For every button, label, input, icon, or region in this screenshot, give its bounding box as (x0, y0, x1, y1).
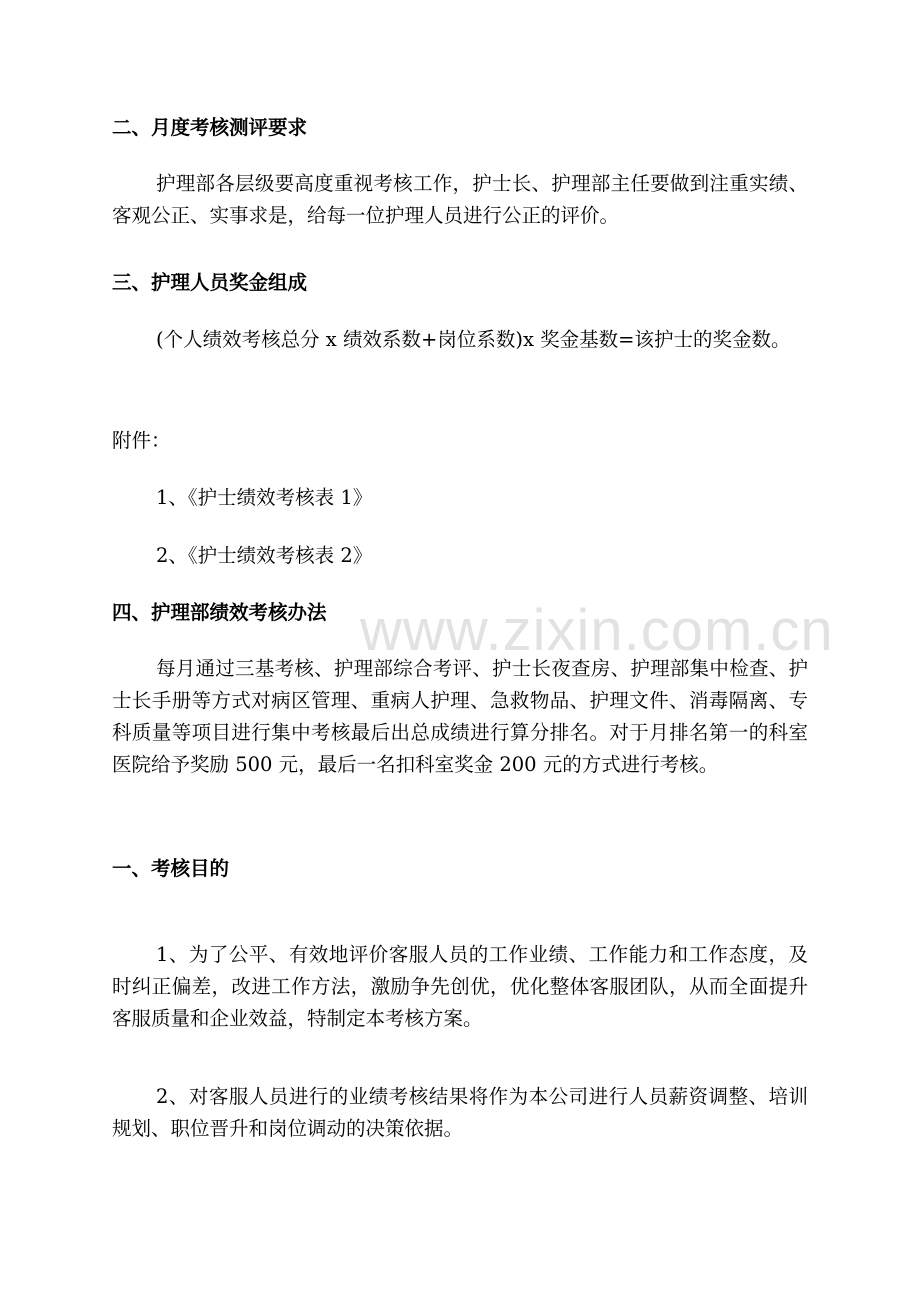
paragraph-assessment-method: 每月通过三基考核、护理部综合考评、护士长夜查房、护理部集中检查、护士长手册等方式对病区管理、重病人护理、急救物品、护理文件、消毒隔离、专科质量等项目进行集中考核最后出总成绩进行算分排名。对于月排名第一的科室医院给予奖励 500 元，最后一名扣科室奖金 200 元的方式进行考核。 (112, 657, 808, 776)
attachment-item-2: 2、《护士绩效考核表 2》 (156, 544, 373, 567)
attachment-label: 附件： (112, 429, 171, 452)
section-heading-assessment-purpose: 一、考核目的 (112, 857, 230, 880)
section-heading-monthly-evaluation: 二、月度考核测评要求 (112, 116, 308, 139)
paragraph-bonus-formula: (个人绩效考核总分 x 绩效系数+岗位系数)x 奖金基数=该护士的奖金数。 (156, 328, 791, 351)
attachment-item-1: 1、《护士绩效考核表 1》 (156, 486, 373, 509)
paragraph-purpose-2: 2、对客服人员进行的业绩考核结果将作为本公司进行人员薪资调整、培训规划、职位晋升和岗位调动的决策依据。 (112, 1085, 808, 1140)
paragraph-purpose-1: 1、为了公平、有效地评价客服人员的工作业绩、工作能力和工作态度，及时纠正偏差，改进工作方法，激励争先创优，优化整体客服团队，从而全面提升客服质量和企业效益，特制定本考核方案。 (112, 943, 808, 1030)
watermark: www.zixin.com.cn (360, 598, 834, 663)
section-heading-assessment-method: 四、护理部绩效考核办法 (112, 601, 327, 624)
section-heading-bonus-composition: 三、护理人员奖金组成 (112, 271, 308, 294)
paragraph-evaluation-requirements: 护理部各层级要高度重视考核工作，护士长、护理部主任要做到注重实绩、客观公正、实事求是，给每一位护理人员进行公正的评价。 (112, 172, 808, 227)
